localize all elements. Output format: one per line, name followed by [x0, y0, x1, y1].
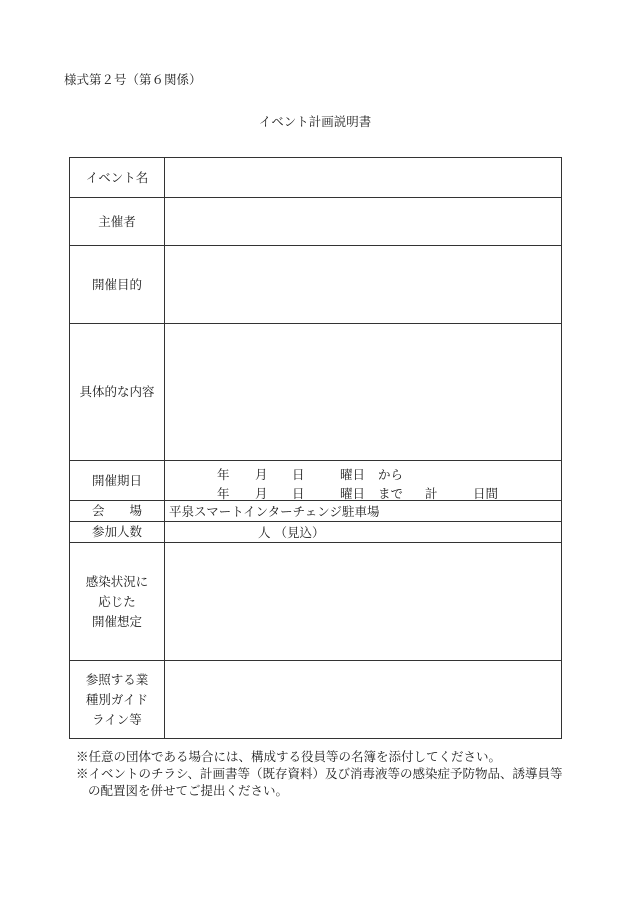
- row-organizer: [70, 198, 562, 246]
- event-plan-form: [69, 157, 562, 739]
- row-event-name: [70, 158, 562, 198]
- venue-label: 会 場: [70, 501, 165, 522]
- row-participants: [70, 522, 562, 543]
- period-dates: [165, 462, 561, 500]
- venue-field[interactable]: [165, 501, 562, 522]
- form-number: 様式第２号（第６関係）: [64, 72, 202, 87]
- participants-unit: 人: [258, 525, 271, 540]
- guidelines-label: 参照する業 種別ガイド ライン等: [70, 661, 165, 739]
- participants-label: 参加人数: [70, 522, 165, 543]
- participants-note: （見込）: [274, 525, 325, 540]
- period-label: 開催期日: [70, 461, 165, 501]
- row-guidelines: [70, 661, 562, 739]
- infection-label: 感染状況に 応じた 開催想定: [70, 543, 165, 661]
- row-venue: [70, 501, 562, 522]
- row-purpose: [70, 246, 562, 324]
- total-label: 計: [425, 485, 438, 501]
- start-year-unit: 年: [217, 466, 230, 482]
- note-2: ※イベントのチラシ、計画書等（既存資料）及び消毒液等の感染症予防物品、誘導員等: [76, 766, 563, 781]
- participants-field[interactable]: [165, 522, 562, 543]
- period-field[interactable]: [165, 461, 562, 501]
- event-name-label: イベント名: [70, 158, 165, 198]
- purpose-label: 開催目的: [70, 246, 165, 324]
- end-month-unit: 月: [255, 485, 268, 501]
- start-weekday-unit: 曜日: [340, 466, 366, 482]
- start-month-unit: 月: [255, 466, 268, 482]
- note-1: ※任意の団体である場合には、構成する役員等の名簿を添付してください。: [76, 749, 502, 764]
- content-field[interactable]: [165, 324, 562, 461]
- days-unit: 日間: [473, 485, 499, 501]
- end-day-unit: 日: [292, 485, 305, 501]
- document-title: イベント計画説明書: [258, 114, 372, 129]
- row-period: [70, 461, 562, 501]
- end-weekday-unit: 曜日: [340, 485, 366, 501]
- total-days-underline: [424, 484, 497, 501]
- notes: [76, 748, 563, 799]
- guidelines-field[interactable]: [165, 661, 562, 739]
- end-year-unit: 年: [217, 485, 230, 501]
- start-from-text: から: [378, 466, 404, 482]
- purpose-field[interactable]: [165, 246, 562, 324]
- content-label: 具体的な内容: [70, 324, 165, 461]
- note-2-continued: の配置図を併せてご提出ください。: [88, 783, 289, 798]
- end-until-text: まで: [378, 485, 404, 501]
- row-infection: [70, 543, 562, 661]
- row-content: [70, 324, 562, 461]
- venue-value: 平泉スマートインターチェンジ駐車場: [169, 504, 380, 519]
- infection-field[interactable]: [165, 543, 562, 661]
- organizer-label: 主催者: [70, 198, 165, 246]
- event-name-field[interactable]: [165, 158, 562, 198]
- organizer-field[interactable]: [165, 198, 562, 246]
- start-day-unit: 日: [292, 466, 305, 482]
